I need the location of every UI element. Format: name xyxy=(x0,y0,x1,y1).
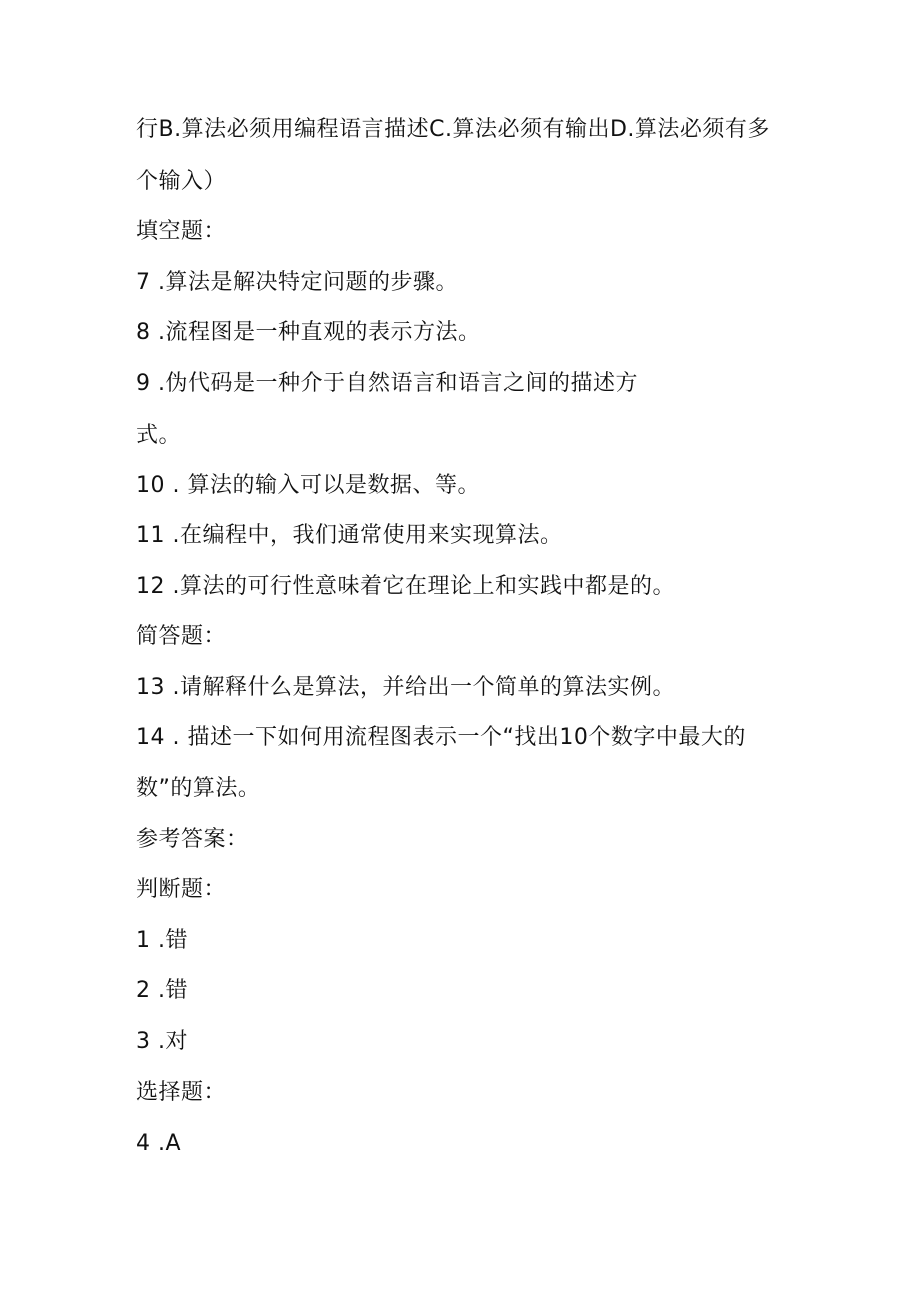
question-9-continuation: 式。 xyxy=(136,423,182,448)
answer-3: 3 .对 xyxy=(136,1029,188,1054)
answer-2: 2 .错 xyxy=(136,978,188,1003)
question-11: 11 .在编程中，我们通常使用来实现算法。 xyxy=(136,523,563,548)
section-heading-short-answer: 简答题： xyxy=(136,624,227,649)
question-14-continuation: 数”的算法。 xyxy=(136,776,261,801)
answers-heading-true-false: 判断题： xyxy=(136,877,227,902)
question-14: 14 . 描述一下如何用流程图表示一个“找出10个数字中最大的 xyxy=(136,725,746,750)
answer-4: 4 .A xyxy=(136,1131,182,1156)
question-13: 13 .请解释什么是算法，并给出一个简单的算法实例。 xyxy=(136,675,675,700)
question-8: 8 .流程图是一种直观的表示方法。 xyxy=(136,320,481,345)
question-12: 12 .算法的可行性意味着它在理论上和实践中都是的。 xyxy=(136,574,675,599)
section-heading-answers: 参考答案： xyxy=(136,827,249,852)
question-9: 9 .伪代码是一种介于自然语言和语言之间的描述方 xyxy=(136,371,638,396)
choice-options-end: 个输入） xyxy=(136,169,227,194)
answer-1: 1 .错 xyxy=(136,928,188,953)
question-10: 10 . 算法的输入可以是数据、等。 xyxy=(136,473,480,498)
answers-heading-choice: 选择题： xyxy=(136,1080,227,1105)
choice-options-continuation: 行B.算法必须用编程语言描述C.算法必须有输出D.算法必须有多 xyxy=(136,117,770,142)
section-heading-fill-blank: 填空题： xyxy=(136,219,227,244)
question-7: 7 .算法是解决特定问题的步骤。 xyxy=(136,270,458,295)
